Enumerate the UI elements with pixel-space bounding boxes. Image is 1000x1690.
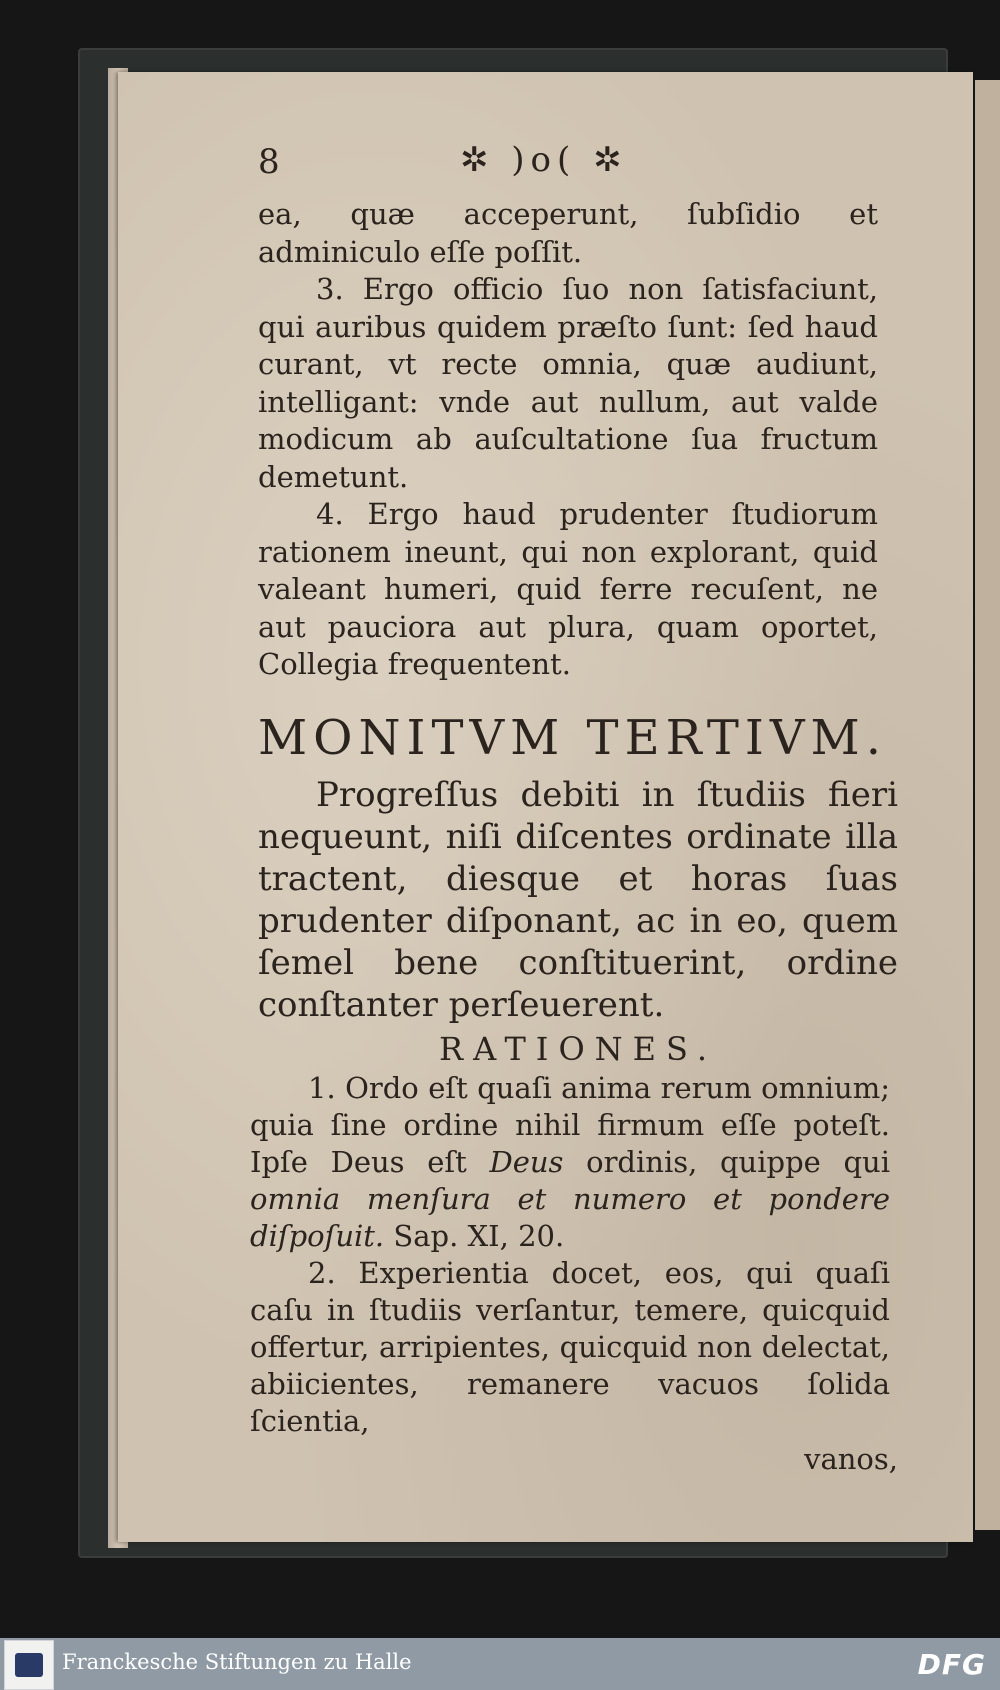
- facing-page-edge: [975, 80, 1000, 1530]
- header-ornament: ✲ )o( ✲: [460, 140, 628, 180]
- paragraph-continuation: ea, quæ acceperunt, ſubſidio et adminiculo eſſe poſſit.: [258, 197, 878, 269]
- page-number: 8: [258, 142, 280, 182]
- dfg-logo[interactable]: DFG: [917, 1648, 986, 1681]
- ratio-1-italic-deus: Deus: [489, 1144, 564, 1179]
- franckesche-logo[interactable]: [4, 1640, 54, 1690]
- rationes-heading: RATIONES.: [439, 1029, 717, 1068]
- section-heading: MONITVM TERTIVM.: [258, 709, 887, 766]
- page-text: [130, 140, 898, 1476]
- ratio-2: 2. Experientia docet, eos, qui quaſi caſu in ſtudiis verſantur, temere, quicquid offertur, arripientes, quicquid non delectat, abiicientes, remanere vacuos ſolida ſcientia,: [250, 1255, 890, 1438]
- ratio-1-italic-quote: omnia menſura et numero et pondere diſpoſuit.: [250, 1181, 890, 1253]
- ratio-1-part: Sap. XI, 20.: [384, 1218, 565, 1253]
- monitum-text: Progreſſus debiti in ſtudiis fieri nequeunt, niſi diſcentes ordinate illa tractent, diesque et horas ſuas prudenter diſponant, ac in eo, quem ſemel bene conſtituerint, ordine conſtanter perſeuerent.: [258, 774, 898, 1025]
- running-header: [130, 140, 890, 196]
- paragraph-point-3: 3. Ergo officio ſuo non ſatisfaciunt, qui auribus quidem præſto ſunt: ſed haud curant, vt recte omnia, quæ audiunt, intelligant: vnde aut nullum, aut valde modicum ab auſcultatione ſua fructum demetunt.: [258, 272, 878, 494]
- catchword: vanos,: [804, 1441, 898, 1476]
- paragraph-point-4: 4. Ergo haud prudenter ſtudiorum rationem ineunt, qui non explorant, quid valeant humeri, quid ferre recuſent, ne aut pauciora aut plura, quam oportet, Collegia frequentent.: [258, 497, 878, 681]
- ratio-1-part: 1. Ordo eſt quaſi anima rerum omnium; quia ſine ordine nihil firmum eſſe poteſt. Ipſe Deus eſt: [250, 1070, 890, 1179]
- logo-mark: [15, 1653, 43, 1677]
- viewer-footer: [0, 1638, 1000, 1690]
- ratio-1: [250, 1070, 890, 1255]
- institution-name[interactable]: Franckesche Stiftungen zu Halle: [62, 1650, 412, 1674]
- ratio-1-part: ordinis, quippe qui: [563, 1144, 890, 1179]
